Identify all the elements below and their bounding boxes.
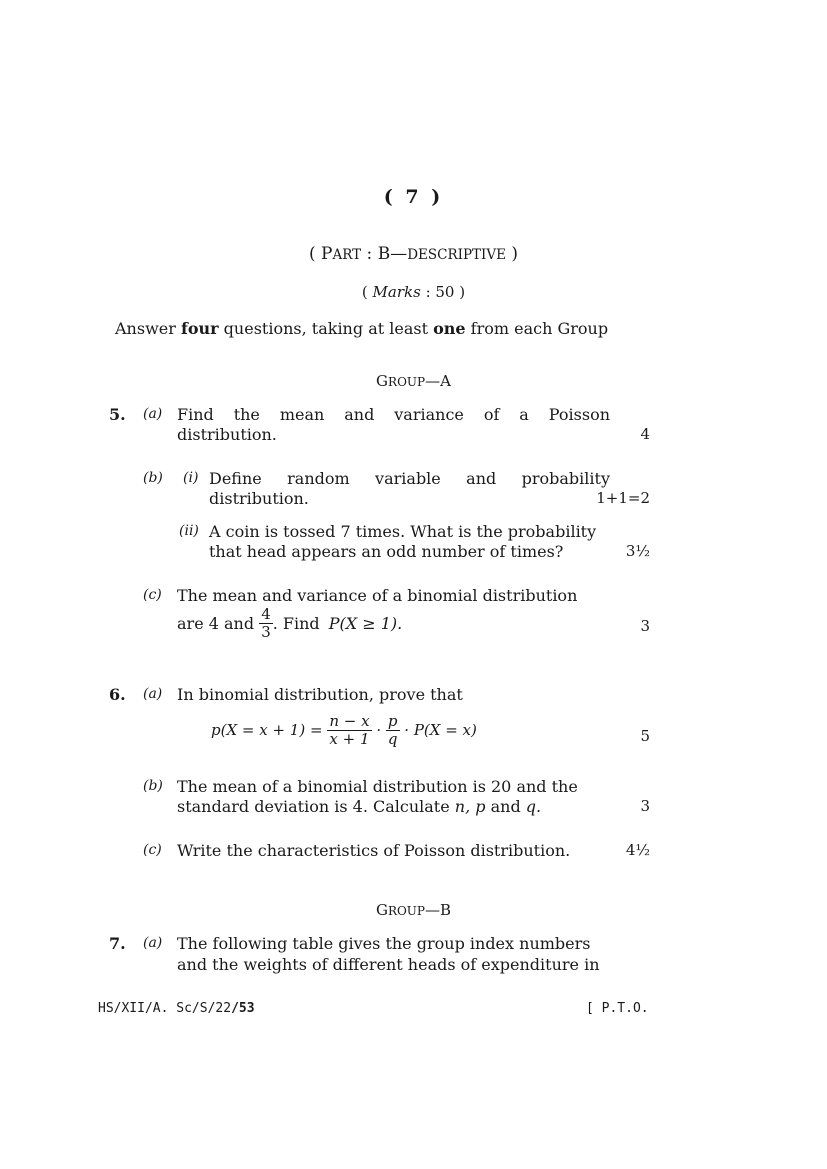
q5c-text-line2: are 4 and $\frac{4}{3}$ . Find P(X ≥ 1). <box>177 605 403 641</box>
paper-code: HS/XII/A. Sc/S/22/53 <box>98 1001 255 1016</box>
q5a-marks: 4 <box>640 425 650 443</box>
q5a-text-line1: Find the mean and variance of a Poisson <box>177 405 610 424</box>
q6a-label: (a) <box>143 686 163 702</box>
q5bii-text-line1: A coin is tossed 7 times. What is the probability <box>209 522 597 541</box>
q5c-text-line1: The mean and variance of a binomial distribution <box>177 586 578 605</box>
q7a-label: (a) <box>143 935 163 951</box>
instructions: Answer four questions, taking at least one from each Group <box>115 319 609 338</box>
q5c-label: (c) <box>143 587 162 603</box>
q6c-text-line1: Write the characteristics of Poisson distribution. <box>177 841 571 860</box>
q6b-marks: 3 <box>640 797 650 815</box>
q6b-text-line2: standard deviation is 4. Calculate n, p and q. <box>177 797 542 816</box>
q5bii-text-line2: that head appears an odd number of times? <box>209 542 564 561</box>
q5bii-label: (ii) <box>179 523 199 539</box>
group-a-heading: GROUP—A <box>376 372 451 390</box>
q6c-marks: 4½ <box>625 841 650 859</box>
q5bi-text-line1: Define random variable and probability <box>209 469 610 488</box>
q5a-text-line2: distribution. <box>177 425 277 444</box>
q6a-text-line1: In binomial distribution, prove that <box>177 685 463 704</box>
q5bi-text-line2: distribution. <box>209 489 309 508</box>
q5c-fraction: $\frac{4}{3}$ <box>261 605 271 641</box>
q6a-marks: 5 <box>640 727 650 745</box>
marks-heading: ( Marks : 50 ) <box>361 283 466 301</box>
q7a-text-line2: and the weights of different heads of expenditure in <box>177 955 600 974</box>
q7a-text-line1: The following table gives the group index numbers <box>177 934 591 953</box>
group-b-heading: GROUP—B <box>375 901 452 919</box>
q6a-formula: p(X = x + 1) = $\frac{n - x}{x + 1}$ · $\frac{p}{q}$ · P(X = x) <box>211 712 477 748</box>
page-number: ( 7 ) <box>383 186 444 208</box>
q6b-text-line1: The mean of a binomial distribution is 20 and the <box>177 777 578 796</box>
question-6-number: 6. <box>109 685 126 704</box>
q5b-label: (b) <box>143 470 163 486</box>
question-7-number: 7. <box>109 934 126 953</box>
q5bi-marks: 1+1=2 <box>596 489 650 507</box>
part-heading: ( PART : B—DESCRIPTIVE ) <box>308 244 519 264</box>
q5c-marks: 3 <box>640 617 650 635</box>
q5a-label: (a) <box>143 406 163 422</box>
question-5-number: 5. <box>109 405 126 424</box>
pto-label: [ P.T.O. <box>586 1001 649 1016</box>
q5bii-marks: 3½ <box>625 542 650 560</box>
q6b-label: (b) <box>143 778 163 794</box>
q5bi-label: (i) <box>183 470 199 486</box>
q6c-label: (c) <box>143 842 162 858</box>
